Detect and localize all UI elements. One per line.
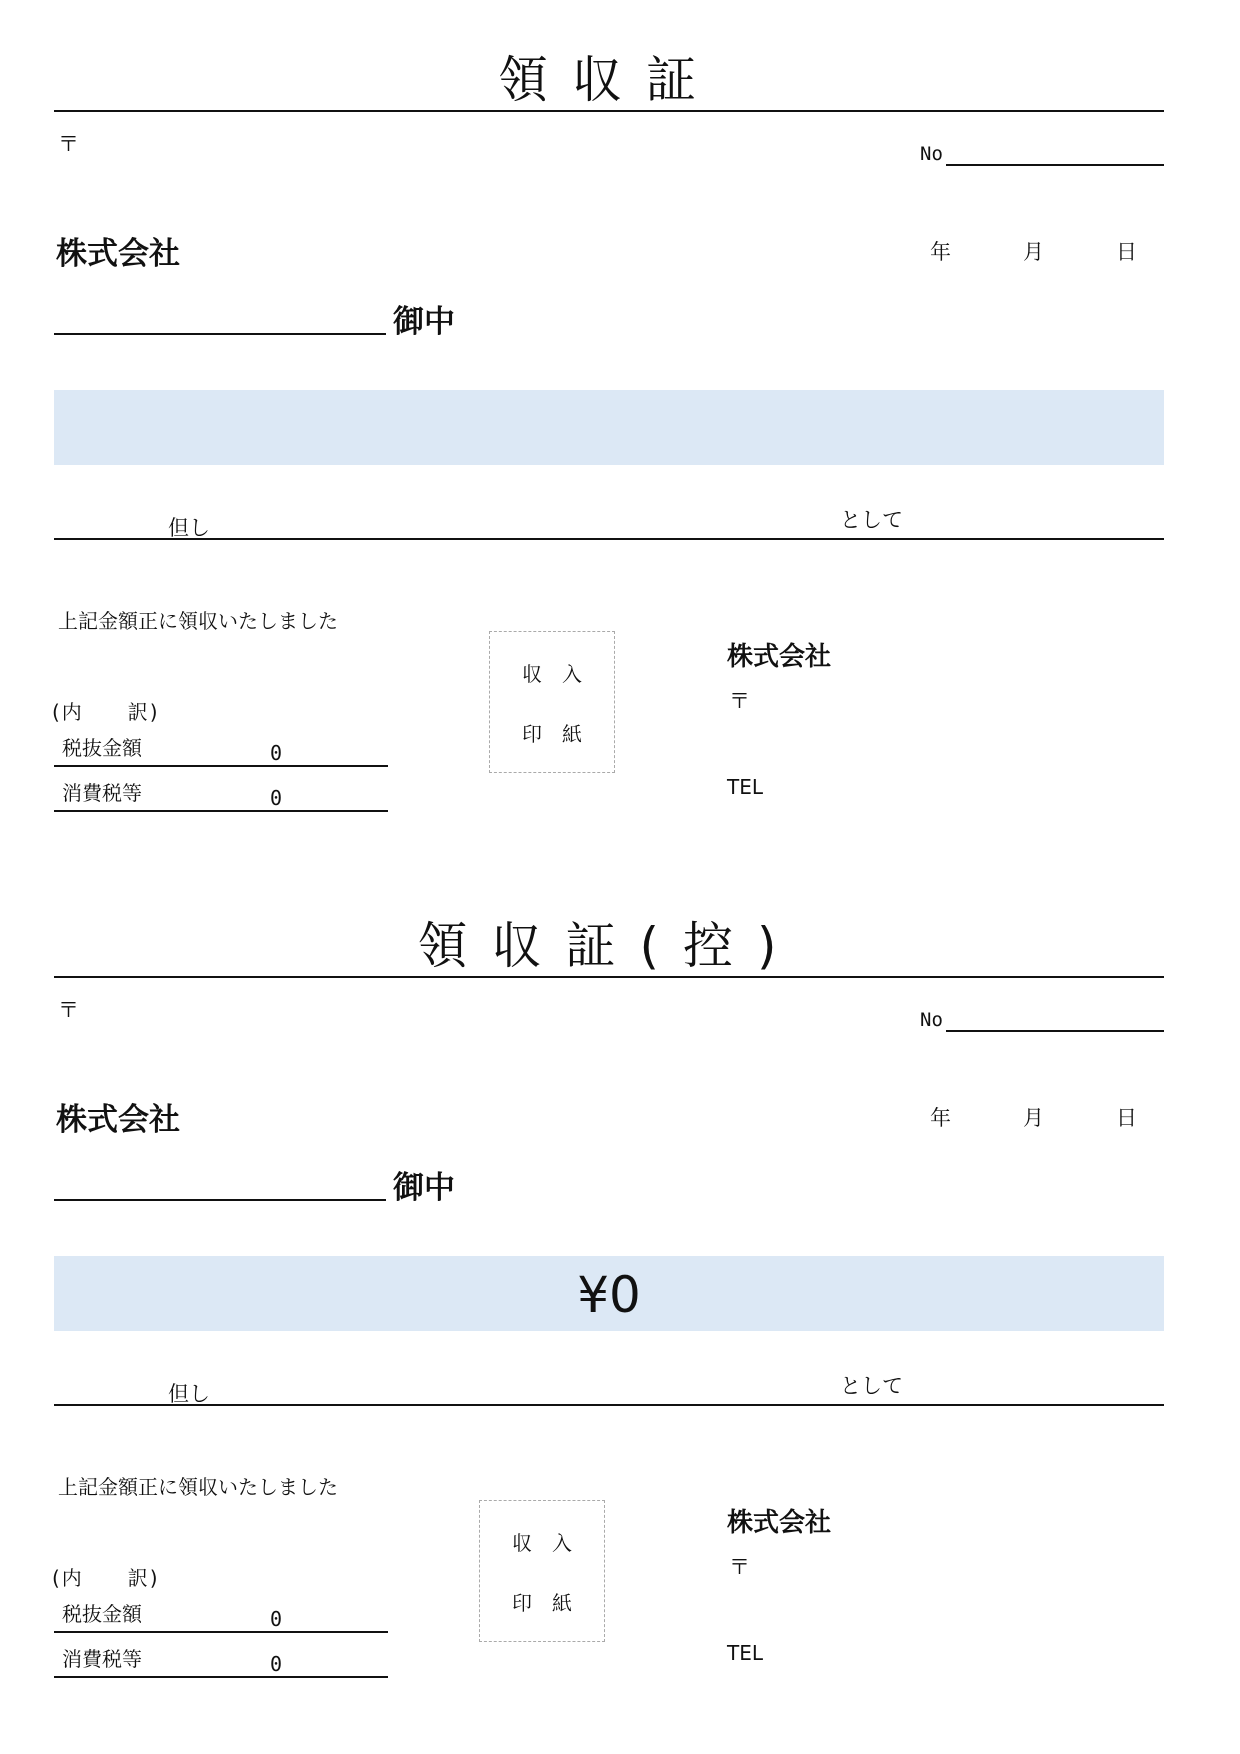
breakdown-label: (内 訳) [52, 1566, 160, 1590]
stamp-text-line1: 収入 [522, 662, 602, 686]
receipt-number-field[interactable] [946, 1030, 1164, 1032]
issuer-company: 株式会社 [727, 642, 832, 672]
date-year-label: 年 [930, 240, 951, 264]
stamp-text-line1: 収入 [512, 1531, 592, 1555]
tax-excluded-underline [54, 765, 388, 767]
receipt-number-label: No [920, 1009, 943, 1031]
title-underline [54, 976, 1164, 978]
title-underline [54, 110, 1164, 112]
tax-excluded-value: 0 [270, 1607, 283, 1631]
consumption-tax-value: 0 [270, 786, 283, 810]
proviso-field[interactable] [54, 1404, 1164, 1406]
receipt-original [0, 0, 1240, 860]
date-day-label: 日 [1116, 240, 1137, 264]
tax-excluded-underline [54, 1631, 388, 1633]
recipient-company: 株式会社 [56, 236, 180, 272]
issuer-postal-mark: 〒 [729, 1555, 750, 1579]
received-statement: 上記金額正に領収いたしました [58, 609, 338, 633]
addressee-suffix: 御中 [393, 1170, 455, 1206]
stamp-text-line2: 印紙 [522, 722, 602, 746]
date-month-label: 月 [1023, 240, 1044, 264]
recipient-postal-mark: 〒 [58, 998, 79, 1022]
recipient-company: 株式会社 [56, 1102, 180, 1138]
tax-excluded-value: 0 [270, 741, 283, 765]
addressee-field[interactable] [54, 1199, 386, 1201]
issuer-postal-mark: 〒 [729, 689, 750, 713]
date-month-label: 月 [1023, 1106, 1044, 1130]
consumption-tax-underline [54, 1676, 388, 1678]
date-day-label: 日 [1116, 1106, 1137, 1130]
proviso-suffix: として [840, 508, 903, 532]
revenue-stamp-box [489, 631, 615, 773]
receipt-number-field[interactable] [946, 164, 1164, 166]
issuer-tel-label: TEL [727, 1641, 763, 1665]
tax-excluded-label: 税抜金額 [62, 736, 142, 760]
amount-box[interactable] [54, 390, 1164, 465]
consumption-tax-value: 0 [270, 1652, 283, 1676]
addressee-field[interactable] [54, 333, 386, 335]
consumption-tax-label: 消費税等 [62, 781, 142, 805]
proviso-label: 但し [168, 516, 210, 540]
stamp-text-line2: 印紙 [512, 1591, 592, 1615]
recipient-postal-mark: 〒 [58, 132, 79, 156]
revenue-stamp-box [479, 1500, 605, 1642]
issuer-company: 株式会社 [727, 1508, 832, 1538]
receipt-title: 領収証 [498, 51, 720, 109]
issuer-tel-label: TEL [727, 775, 763, 799]
receipt-number-label: No [920, 143, 943, 165]
received-statement: 上記金額正に領収いたしました [58, 1475, 338, 1499]
consumption-tax-underline [54, 810, 388, 812]
breakdown-label: (内 訳) [52, 700, 160, 724]
addressee-suffix: 御中 [393, 304, 455, 340]
proviso-field[interactable] [54, 538, 1164, 540]
proviso-suffix: として [840, 1374, 903, 1398]
receipt-copy-title: 領収証(控) [417, 917, 801, 975]
consumption-tax-label: 消費税等 [62, 1647, 142, 1671]
amount-box[interactable]: ¥0 [54, 1256, 1164, 1331]
tax-excluded-label: 税抜金額 [62, 1602, 142, 1626]
date-year-label: 年 [930, 1106, 951, 1130]
receipt-copy [0, 866, 1240, 1726]
proviso-label: 但し [168, 1382, 210, 1406]
